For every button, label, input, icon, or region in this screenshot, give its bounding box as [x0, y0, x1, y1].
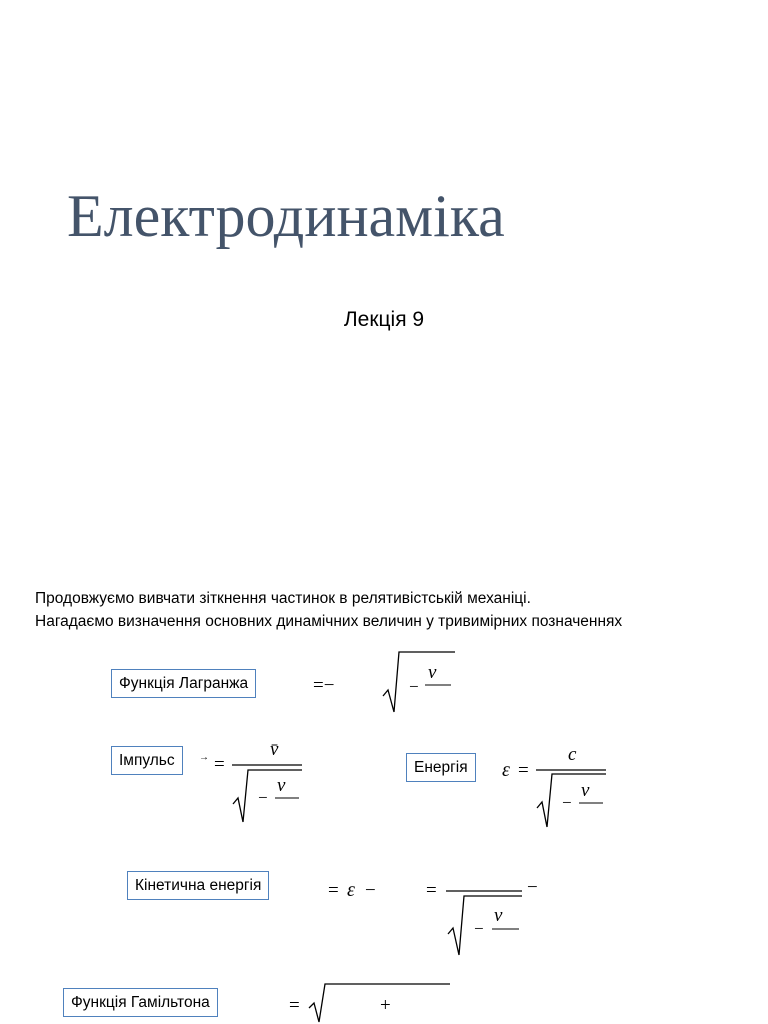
lagrange-minus: −	[409, 677, 419, 696]
lagrange-v: v	[428, 662, 437, 683]
energy-formula	[502, 744, 606, 827]
kinetic-minus: −	[365, 880, 376, 901]
kinetic-energy-label: Кінетична енергія	[127, 871, 269, 900]
intro-line-2: Нагадаємо визначення основних динамічних величин у тривимірних позначеннях	[35, 613, 623, 630]
momentum-formula	[199, 739, 302, 822]
momentum-vector-arrow: →	[199, 752, 209, 763]
momentum-equals: =	[214, 754, 225, 775]
slide-title: Електродинаміка	[67, 183, 505, 249]
energy-epsilon: ε	[502, 759, 510, 781]
lagrange-sqrt-sign	[383, 652, 455, 712]
intro-line-1: Продовжуємо вивчати зіткнення частинок в релятивістській механіці.	[35, 590, 531, 607]
lagrange-label: Функція Лагранжа	[111, 669, 256, 698]
kinetic-v: v	[494, 905, 503, 926]
kinetic-epsilon: ε	[347, 879, 355, 901]
kinetic-trailing-minus: −	[527, 877, 538, 898]
energy-v: v	[581, 780, 590, 801]
energy-equals: =	[518, 760, 529, 781]
momentum-label: Імпульс	[111, 746, 183, 775]
kinetic-sqrt-sign	[448, 896, 522, 955]
kinetic-inner-minus: −	[474, 919, 484, 938]
energy-numerator-c: c	[568, 744, 577, 765]
lagrange-formula	[313, 652, 455, 712]
lagrange-equals-minus: =−	[313, 675, 335, 696]
energy-minus: −	[562, 793, 572, 812]
kinetic-equals-2: =	[426, 880, 437, 901]
slide-subtitle: Лекція 9	[343, 308, 425, 331]
kinetic-energy-formula	[328, 877, 538, 955]
hamilton-equals: =	[289, 995, 300, 1016]
kinetic-equals: =	[328, 880, 339, 901]
energy-label: Енергія	[406, 753, 476, 782]
momentum-numerator-v: v̄	[270, 739, 279, 760]
hamilton-formula	[289, 984, 450, 1022]
hamilton-label: Функція Гамільтона	[63, 988, 218, 1017]
momentum-minus: −	[258, 788, 268, 807]
hamilton-plus: +	[380, 995, 391, 1016]
momentum-v: v	[277, 775, 286, 796]
